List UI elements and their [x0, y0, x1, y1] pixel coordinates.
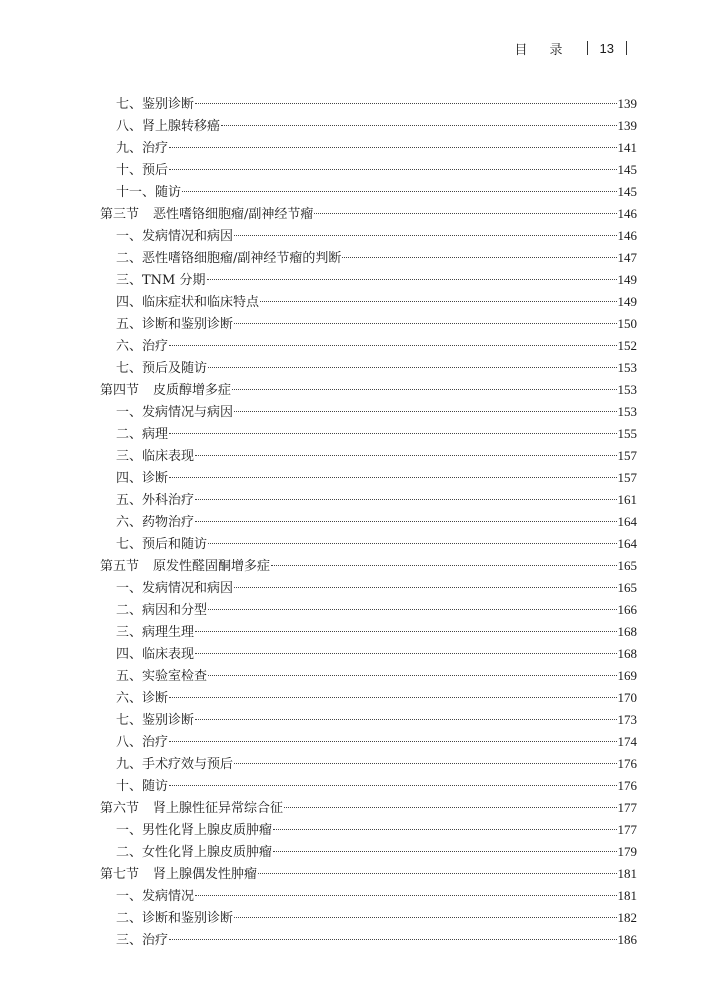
toc-label [116, 666, 207, 688]
toc-label [116, 908, 233, 930]
toc-page-number: 139 [617, 96, 637, 111]
toc-page-number: 168 [617, 646, 637, 661]
toc-title: 七、预后及随访 [116, 361, 208, 376]
toc-title: 九、治疗 [116, 141, 169, 156]
toc-page-number: 177 [617, 800, 637, 815]
toc-label [116, 138, 168, 160]
toc-label [116, 776, 168, 798]
toc-label [116, 182, 181, 204]
toc-item-row [100, 819, 637, 841]
toc-title: 六、诊断 [116, 691, 169, 706]
toc-page-number: 181 [617, 888, 637, 903]
running-header [515, 38, 639, 58]
toc-title: 十、预后 [116, 163, 169, 178]
toc-item-row [100, 137, 637, 159]
toc-title: 五、实验室检查 [116, 669, 208, 684]
dot-leader [258, 872, 616, 874]
dot-leader [260, 300, 616, 302]
dot-leader [208, 366, 616, 368]
toc-page-number: 165 [617, 580, 637, 595]
toc-label [116, 732, 168, 754]
toc-title: 七、预后和随访 [116, 537, 208, 552]
dot-leader [195, 630, 616, 632]
toc-section-number: 第五节 [100, 559, 140, 574]
toc-label [116, 314, 233, 336]
dot-leader [195, 454, 616, 456]
dot-leader [195, 718, 616, 720]
toc-title: 十一、随访 [116, 185, 182, 200]
toc-page-number: 157 [617, 448, 637, 463]
dot-leader [234, 586, 616, 588]
toc-item-row [100, 687, 637, 709]
toc-item-row [100, 225, 637, 247]
header-page-number: 13 [599, 40, 614, 56]
toc-label [116, 886, 194, 908]
toc-page-number: 152 [617, 338, 637, 353]
dot-leader [273, 828, 616, 830]
toc-title: 六、治疗 [116, 339, 169, 354]
toc-label [116, 292, 259, 314]
toc-title: 二、恶性嗜铬细胞瘤/副神经节瘤的判断 [116, 251, 342, 266]
toc-label [116, 688, 168, 710]
toc-title: 七、鉴别诊断 [116, 97, 195, 112]
toc-title: 三、治疗 [116, 933, 169, 948]
dot-leader [314, 212, 616, 214]
dot-leader [182, 190, 616, 192]
toc-page-number: 147 [617, 250, 637, 265]
toc-page-number: 168 [617, 624, 637, 639]
toc-section-row [100, 555, 637, 577]
toc-title: 一、发病情况和病因 [116, 581, 234, 596]
toc-title: 六、药物治疗 [116, 515, 195, 530]
toc-label [116, 820, 272, 842]
toc-page-number: 181 [617, 866, 637, 881]
dot-leader [169, 432, 616, 434]
toc-section-row [100, 379, 637, 401]
toc-title: 恶性嗜铬细胞瘤/副神经节瘤 [153, 207, 314, 222]
toc-page-number: 153 [617, 360, 637, 375]
toc-page-number: 153 [617, 404, 637, 419]
toc-page-number: 174 [617, 734, 637, 749]
dot-leader [234, 322, 616, 324]
dot-leader [234, 410, 616, 412]
toc-label [116, 490, 194, 512]
toc-section-row [100, 203, 637, 225]
toc-label [116, 94, 194, 116]
dot-leader [169, 740, 616, 742]
toc-item-row [100, 599, 637, 621]
toc-label [116, 622, 194, 644]
toc-title: 一、发病情况 [116, 889, 195, 904]
dot-leader [234, 234, 616, 236]
toc-label [116, 270, 206, 292]
toc-title: 五、外科治疗 [116, 493, 195, 508]
toc-item-row [100, 159, 637, 181]
toc-item-row [100, 643, 637, 665]
toc-label [100, 556, 270, 578]
toc-label [116, 512, 194, 534]
header-divider [587, 41, 588, 55]
toc-page-number: 164 [617, 536, 637, 551]
dot-leader [195, 652, 616, 654]
toc-title: 二、女性化肾上腺皮质肿瘤 [116, 845, 273, 860]
toc-item-row [100, 269, 637, 291]
toc-item-row [100, 93, 637, 115]
dot-leader [208, 674, 616, 676]
toc-label [116, 358, 207, 380]
toc-page-number: 173 [617, 712, 637, 727]
toc-page-number: 161 [617, 492, 637, 507]
toc-label [116, 248, 341, 270]
toc-label [100, 798, 283, 820]
toc-title: 一、男性化肾上腺皮质肿瘤 [116, 823, 273, 838]
toc-item-row [100, 401, 637, 423]
toc-item-row [100, 489, 637, 511]
dot-leader [169, 938, 616, 940]
header-title: 目录 [514, 42, 585, 58]
toc-title: 五、诊断和鉴别诊断 [116, 317, 234, 332]
toc-label [116, 468, 168, 490]
dot-leader [169, 696, 616, 698]
toc-title: 二、病因和分型 [116, 603, 208, 618]
toc-label [116, 160, 168, 182]
dot-leader [169, 344, 616, 346]
toc-page-number: 145 [617, 184, 637, 199]
toc-section-row [100, 863, 637, 885]
dot-leader [169, 168, 616, 170]
toc-page-number: 169 [617, 668, 637, 683]
toc-page-number: 149 [617, 272, 637, 287]
toc-item-row [100, 357, 637, 379]
toc-page-number: 166 [617, 602, 637, 617]
toc-item-row [100, 577, 637, 599]
toc-item-row [100, 445, 637, 467]
toc-page-number: 177 [617, 822, 637, 837]
toc-page-number: 186 [617, 932, 637, 947]
dot-leader [208, 608, 616, 610]
toc-title: 肾上腺偶发性肿瘤 [153, 867, 258, 882]
toc-item-row [100, 423, 637, 445]
toc-page-number: 179 [617, 844, 637, 859]
toc-title: 三、TNM 分期 [116, 273, 206, 288]
toc-item-row [100, 621, 637, 643]
toc-item-row [100, 313, 637, 335]
toc-title: 原发性醛固酮增多症 [153, 559, 271, 574]
toc-title: 四、临床症状和临床特点 [116, 295, 260, 310]
toc-title: 九、手术疗效与预后 [116, 757, 234, 772]
toc-item-row [100, 467, 637, 489]
toc-section-number: 第三节 [100, 207, 140, 222]
toc-page-number: 165 [617, 558, 637, 573]
toc-page-number: 176 [617, 778, 637, 793]
dot-leader [234, 916, 616, 918]
toc-title: 四、临床表现 [116, 647, 195, 662]
toc-item-row [100, 511, 637, 533]
toc-title: 二、病理 [116, 427, 169, 442]
toc-item-row [100, 907, 637, 929]
toc-label [116, 336, 168, 358]
toc-label [116, 424, 168, 446]
toc-section-number: 第六节 [100, 801, 140, 816]
dot-leader [271, 564, 616, 566]
dot-leader [234, 762, 616, 764]
toc-item-row [100, 665, 637, 687]
toc-item-row [100, 841, 637, 863]
toc-item-row [100, 335, 637, 357]
toc-item-row [100, 533, 637, 555]
dot-leader [195, 498, 616, 500]
toc-item-row [100, 709, 637, 731]
toc-page-number: 153 [617, 382, 637, 397]
toc-label [116, 710, 194, 732]
dot-leader [273, 850, 616, 852]
toc-label [100, 864, 257, 886]
toc-label [116, 754, 233, 776]
header-divider-right [626, 41, 627, 55]
toc-item-row [100, 885, 637, 907]
toc-label [100, 204, 313, 226]
toc-page-number: 141 [617, 140, 637, 155]
toc-page-number: 145 [617, 162, 637, 177]
dot-leader [207, 278, 617, 280]
toc-title: 八、治疗 [116, 735, 169, 750]
toc-label [116, 644, 194, 666]
toc-label [116, 116, 220, 138]
dot-leader [342, 256, 616, 258]
toc-title: 三、临床表现 [116, 449, 195, 464]
toc-section-row [100, 797, 637, 819]
dot-leader [195, 894, 616, 896]
toc-item-row [100, 291, 637, 313]
dot-leader [208, 542, 616, 544]
dot-leader [195, 520, 616, 522]
toc-item-row [100, 181, 637, 203]
toc-page-number: 155 [617, 426, 637, 441]
dot-leader [284, 806, 616, 808]
table-of-contents [100, 93, 637, 951]
toc-title: 十、随访 [116, 779, 169, 794]
toc-label [100, 380, 231, 402]
toc-page-number: 146 [617, 228, 637, 243]
toc-item-row [100, 775, 637, 797]
toc-page-number: 176 [617, 756, 637, 771]
dot-leader [169, 146, 616, 148]
dot-leader [169, 476, 616, 478]
toc-page-number: 139 [617, 118, 637, 133]
toc-title: 三、病理生理 [116, 625, 195, 640]
toc-label [116, 226, 233, 248]
toc-title: 皮质醇增多症 [153, 383, 232, 398]
toc-label [116, 600, 207, 622]
toc-title: 七、鉴别诊断 [116, 713, 195, 728]
toc-label [116, 930, 168, 952]
toc-item-row [100, 929, 637, 951]
dot-leader [221, 124, 616, 126]
toc-title: 一、发病情况和病因 [116, 229, 234, 244]
toc-page-number: 149 [617, 294, 637, 309]
toc-section-number: 第七节 [100, 867, 140, 882]
toc-page-number: 150 [617, 316, 637, 331]
toc-label [116, 578, 233, 600]
toc-label [116, 534, 207, 556]
toc-item-row [100, 753, 637, 775]
toc-section-number: 第四节 [100, 383, 140, 398]
toc-label [116, 842, 272, 864]
dot-leader [232, 388, 616, 390]
toc-item-row [100, 115, 637, 137]
toc-title: 二、诊断和鉴别诊断 [116, 911, 234, 926]
dot-leader [169, 784, 616, 786]
dot-leader [195, 102, 616, 104]
toc-label [116, 446, 194, 468]
toc-page-number: 182 [617, 910, 637, 925]
toc-page-number: 164 [617, 514, 637, 529]
toc-item-row [100, 247, 637, 269]
toc-title: 肾上腺性征异常综合征 [153, 801, 284, 816]
toc-page-number: 157 [617, 470, 637, 485]
toc-title: 八、肾上腺转移癌 [116, 119, 221, 134]
toc-page-number: 146 [617, 206, 637, 221]
toc-item-row [100, 731, 637, 753]
toc-title: 一、发病情况与病因 [116, 405, 234, 420]
toc-label [116, 402, 233, 424]
toc-title: 四、诊断 [116, 471, 169, 486]
toc-page-number: 170 [617, 690, 637, 705]
